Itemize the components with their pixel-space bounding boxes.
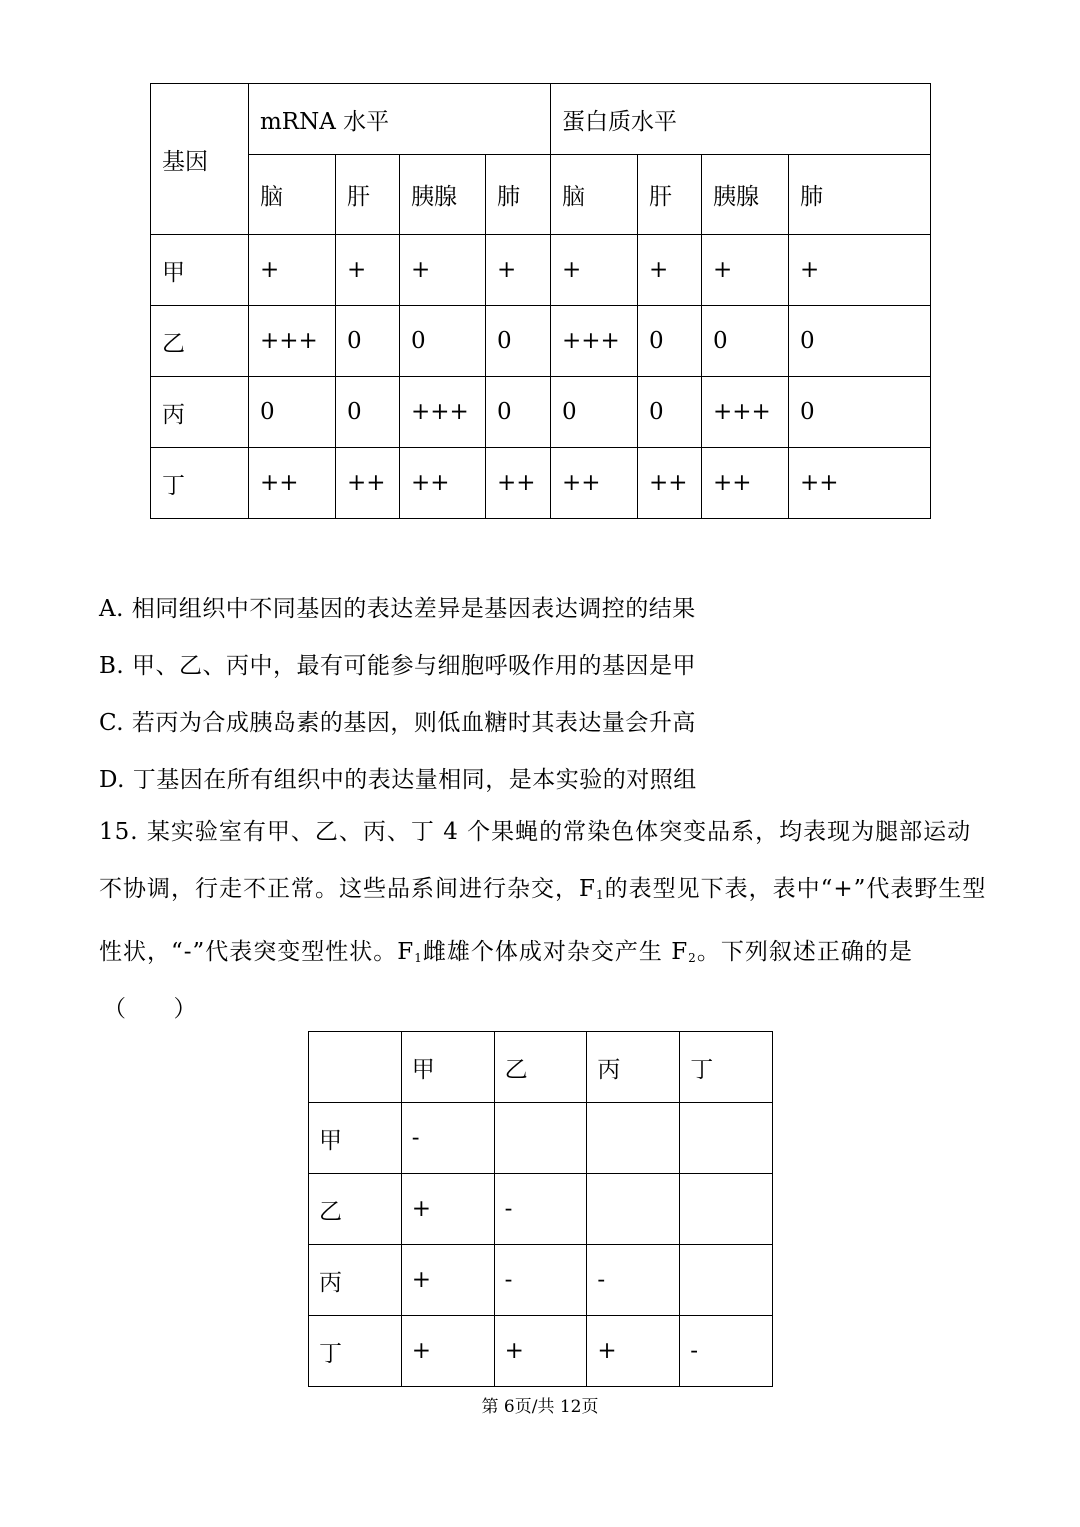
option-d: D. 丁基因在所有组织中的表达量相同，是本实验的对照组 xyxy=(99,767,697,793)
table-cell: + xyxy=(486,235,551,306)
table-cell: 0 xyxy=(789,377,931,448)
table-row xyxy=(151,306,931,377)
table-row xyxy=(151,448,931,519)
question-text: 。下列叙述正确的是 xyxy=(696,939,913,965)
table-cell: 0 xyxy=(702,306,789,377)
column-header: 甲 xyxy=(401,1032,494,1103)
table-cell: +++ xyxy=(702,377,789,448)
tissue-header: 脑 xyxy=(551,155,638,235)
table-cell: + xyxy=(587,1316,680,1387)
gene-name: 丁 xyxy=(151,448,249,519)
question-text: 雌雄个体成对杂交产生 F xyxy=(422,939,689,965)
tissue-header: 胰腺 xyxy=(400,155,486,235)
answer-blank: （ ） xyxy=(103,996,197,1022)
row-header: 丁 xyxy=(309,1316,402,1387)
table-cell: + xyxy=(401,1316,494,1387)
tissue-header: 肝 xyxy=(638,155,702,235)
option-b: B. 甲、乙、丙中，最有可能参与细胞呼吸作用的基因是甲 xyxy=(99,653,697,679)
table-cell: 0 xyxy=(638,306,702,377)
table-cell xyxy=(587,1174,680,1245)
table-cell: - xyxy=(587,1245,680,1316)
table-cell: + xyxy=(336,235,400,306)
subscript: 1 xyxy=(414,951,423,965)
table-cell: + xyxy=(401,1245,494,1316)
tissue-header: 肺 xyxy=(486,155,551,235)
gene-name: 甲 xyxy=(151,235,249,306)
column-header: 丙 xyxy=(587,1032,680,1103)
table-cell: 0 xyxy=(789,306,931,377)
table-row xyxy=(309,1245,773,1316)
table-cell: + xyxy=(400,235,486,306)
table-cell: ++ xyxy=(249,448,336,519)
table-row xyxy=(151,377,931,448)
column-header: 乙 xyxy=(494,1032,587,1103)
question-text: 的表型见下表，表中“+”代表野生型性状，“-”代表突变型性状。F xyxy=(99,876,987,965)
table-cell xyxy=(587,1103,680,1174)
table-cell: 0 xyxy=(336,306,400,377)
table-cell: 0 xyxy=(400,306,486,377)
question-15 xyxy=(99,804,989,987)
mrna-level-header: mRNA 水平 xyxy=(249,84,551,155)
table-cell: + xyxy=(789,235,931,306)
tissue-header: 胰腺 xyxy=(702,155,789,235)
table-cell xyxy=(680,1245,773,1316)
table-cell: 0 xyxy=(336,377,400,448)
table-header-row xyxy=(309,1032,773,1103)
subscript: 1 xyxy=(595,888,605,902)
table-cell: + xyxy=(494,1316,587,1387)
table-cell: - xyxy=(680,1316,773,1387)
gene-name: 丙 xyxy=(151,377,249,448)
gene-header: 基因 xyxy=(151,84,249,235)
gene-expression-table xyxy=(150,83,931,519)
option-c: C. 若丙为合成胰岛素的基因，则低血糖时其表达量会升高 xyxy=(99,710,696,736)
protein-level-header: 蛋白质水平 xyxy=(551,84,931,155)
row-header: 甲 xyxy=(309,1103,402,1174)
table-cell: ++ xyxy=(702,448,789,519)
table-cell: +++ xyxy=(249,306,336,377)
table-row xyxy=(309,1316,773,1387)
cross-result-table xyxy=(308,1031,773,1387)
question-text: 15. 某实验室有甲、乙、丙、丁 4 个果蝇的常染色体突变品系，均表现为腿部运动不协调，行走不正常。这些品系间进行杂交，F xyxy=(99,819,972,902)
table-row xyxy=(309,1103,773,1174)
table-cell xyxy=(680,1174,773,1245)
table-cell: - xyxy=(494,1245,587,1316)
row-header: 丙 xyxy=(309,1245,402,1316)
table-cell: ++ xyxy=(789,448,931,519)
page-footer: 第 6页/共 12页 xyxy=(481,1397,599,1417)
row-header: 乙 xyxy=(309,1174,402,1245)
table-cell: 0 xyxy=(486,377,551,448)
table-cell: ++ xyxy=(486,448,551,519)
subscript: 2 xyxy=(688,951,697,965)
table-cell: - xyxy=(401,1103,494,1174)
table-row xyxy=(151,235,931,306)
table-row xyxy=(309,1174,773,1245)
table-cell: + xyxy=(702,235,789,306)
table-cell: 0 xyxy=(551,377,638,448)
table-cell xyxy=(680,1103,773,1174)
table-cell: + xyxy=(638,235,702,306)
tissue-header: 肝 xyxy=(336,155,400,235)
table-cell: 0 xyxy=(249,377,336,448)
table-cell: ++ xyxy=(551,448,638,519)
tissue-header: 肺 xyxy=(789,155,931,235)
corner-cell xyxy=(309,1032,402,1103)
table-cell: - xyxy=(494,1174,587,1245)
table-cell: + xyxy=(249,235,336,306)
table-cell xyxy=(494,1103,587,1174)
table-cell: + xyxy=(401,1174,494,1245)
table-cell: ++ xyxy=(638,448,702,519)
table-cell: 0 xyxy=(638,377,702,448)
column-header: 丁 xyxy=(680,1032,773,1103)
table-cell: +++ xyxy=(551,306,638,377)
table-cell: +++ xyxy=(400,377,486,448)
option-a: A. 相同组织中不同基因的表达差异是基因表达调控的结果 xyxy=(99,596,696,622)
table-cell: 0 xyxy=(486,306,551,377)
table-cell: + xyxy=(551,235,638,306)
table-cell: ++ xyxy=(336,448,400,519)
table-cell: ++ xyxy=(400,448,486,519)
tissue-header: 脑 xyxy=(249,155,336,235)
gene-name: 乙 xyxy=(151,306,249,377)
